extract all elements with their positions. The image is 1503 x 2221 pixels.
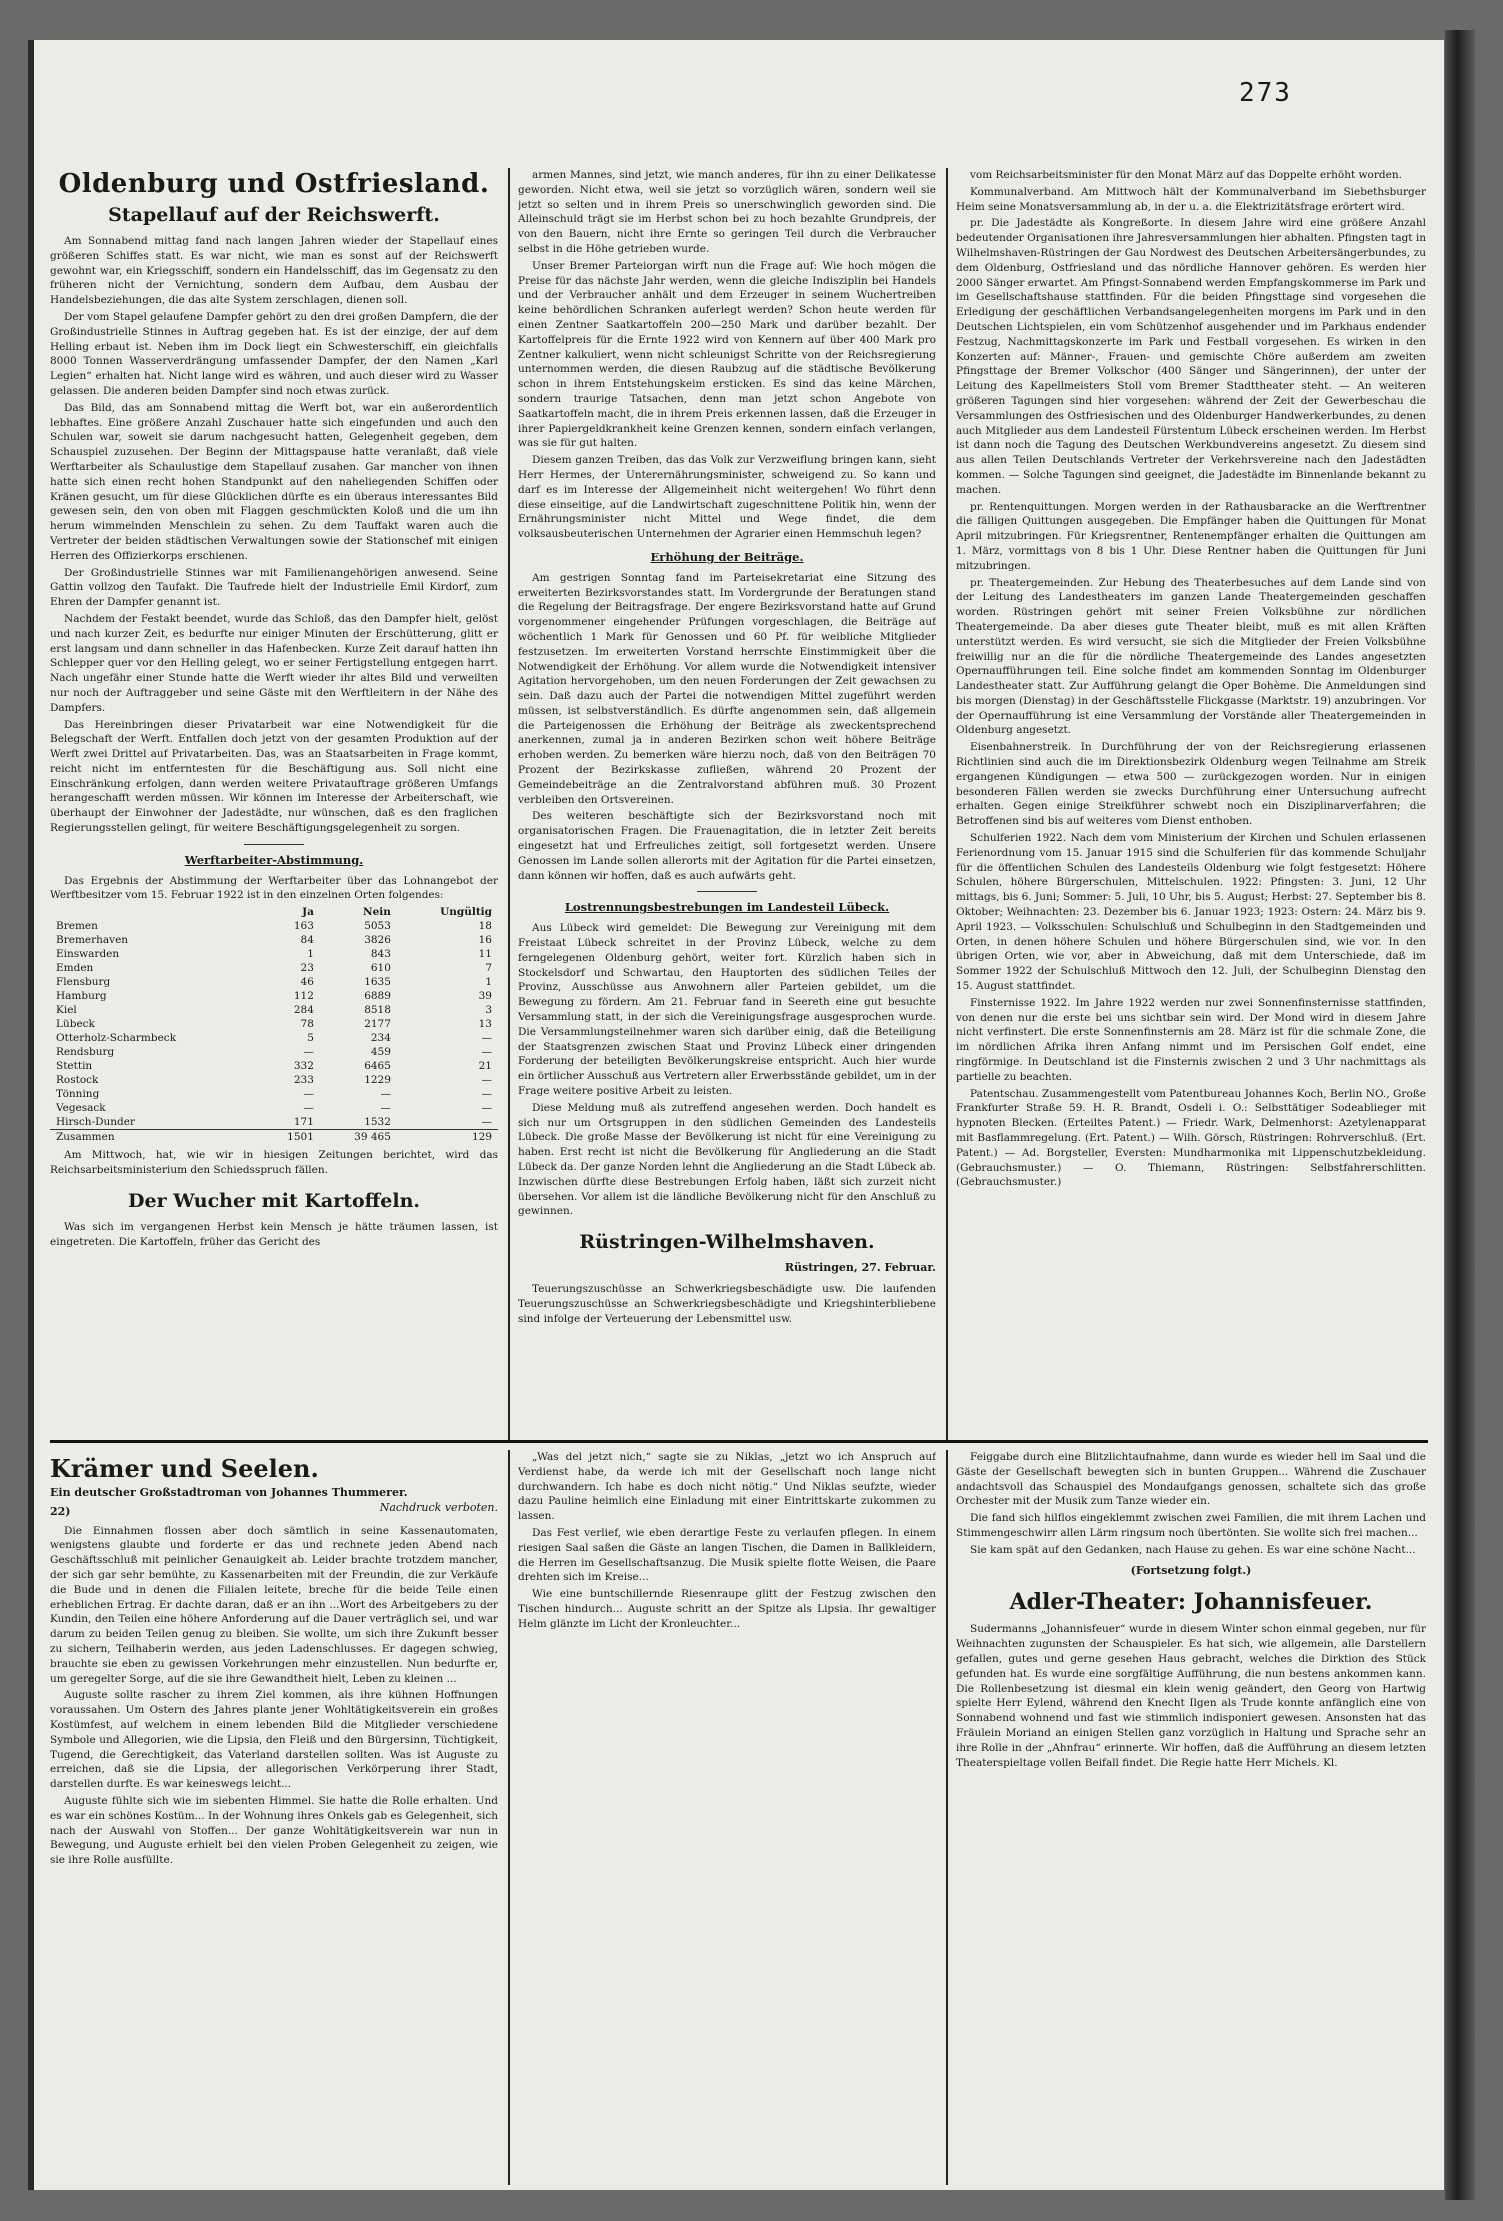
paragraph: Auguste sollte rascher zu ihrem Ziel kommen, als ihre kühnen Hoffnungen voraussahen. Um Ostern des Jahres plante jener Wohltätigkeitsverein ein großes Kostümfest, auf welchem in einem lebenden Bild die Mitglieder verschiedene Symbole und Allegorien, wie die Lipsia, den Fleiß und den Bürgersinn, Tüchtigkeit, Tugend, die Gerechtigkeit, das Vaterland darstellen sollten. Was ist Auguste zu erreichen, daß sie die Lipsia, der allegorischen Verkörperung ihrer Stadt, darstellen durfte. Es war keineswegs leicht... xyxy=(50,1689,498,1791)
column-rule xyxy=(946,168,948,1440)
table-row xyxy=(50,919,498,933)
vote-cell: Tönning xyxy=(56,1088,100,1101)
paragraph: Schulferien 1922. Nach dem vom Ministerium der Kirchen und Schulen erlassenen Ferienordnung vom 15. Januar 1915 sind die Schulferien für das kommende Schuljahr für die öffentlichen Schulen des Landesteils Oldenburg wie folgt festgesetzt: Höhere Schulen, höhere Bürgerschulen, Mittelschulen. 1922: Pfingsten: 3. Juni, 12 Uhr mittags, bis 6. Juni; Sommer: 5. Juli, 10 Uhr, bis 5. August; Herbst: 27. September bis 8. Oktober; Weihnachten: 23. Dezember bis 6. Januar 1923; 1923: Ostern: 24. März bis 9. April 1923. — Volksschulen: Schulschluß und Schulbeginn in den Stadtgemeinden und Orten, in denen höhere Schulen und höhere Bürgerschulen sind, wie vor. In den übrigen Orten, wie vor, aber in Abweichung, daß mit dem Unterschiede, daß im Sommer 1922 der Schulschluß Mittwoch den 12. Juli, der Schulbeginn Dienstag den 15. August stattfindet. xyxy=(956,832,1426,993)
vote-cell: Rostock xyxy=(56,1074,99,1087)
vote-cell: — xyxy=(481,1088,492,1101)
book-spine-edge xyxy=(1445,30,1475,2200)
vote-cell: Kiel xyxy=(56,1004,77,1017)
vote-cell: 21 xyxy=(478,1060,492,1073)
vote-cell: 5 xyxy=(307,1032,314,1045)
divider xyxy=(697,891,757,892)
paragraph: Diese Meldung muß als zutreffend angesehen werden. Doch handelt es sich nur um Ortsgruppen in den südlichen Gemeinden des Landesteils Lübeck. Die große Masse der Bevölkerung ist nicht für eine Vereinigung zu haben. Erst recht ist nicht die Bevölkerung für Angliederung an die Stadt Lübeck da. Der ganze Norden lehnt die Angliederung an die Stadt Lübeck ab. Inzwischen dürfte diese Bestrebungen Erfolg haben, läßt sich zurzeit nicht übersehen. Vor allem ist die ländliche Bevölkerung nicht für den Anschluß zu gewinnen. xyxy=(518,1101,936,1218)
local-news-body xyxy=(956,168,1426,1190)
vote-cell: 112 xyxy=(293,990,314,1003)
paragraph: Feiggabe durch eine Blitzlichtaufnahme, dann wurde es wieder hell im Saal und die Gäste der Gesellschaft bewegten sich in bunten Gruppen... Während die Zuschauer andachtsvoll das Schauspiel des Mondaufgangs genossen, schaltete sich das große Orchester mit der Musik zum Tanze wieder ein. xyxy=(956,1451,1426,1508)
vote-cell: — xyxy=(303,1088,314,1101)
ruestringen-title: Rüstringen-Wilhelmshaven. xyxy=(579,1231,875,1254)
column-oldenburg xyxy=(50,168,498,1433)
luebeck-body xyxy=(518,921,936,1219)
table-row xyxy=(50,989,498,1003)
vote-outro: Am Mittwoch, hat, wie wir in hiesigen Zeitungen berichtet, wird das Reichsarbeitsministerium den Schiedsspruch fällen. xyxy=(50,1149,498,1177)
continuation-note: (Fortsetzung folgt.) xyxy=(1130,1563,1252,1577)
vote-cell: 2177 xyxy=(364,1018,391,1031)
vote-cell: — xyxy=(380,1102,391,1115)
vote-total-cell: 1501 xyxy=(259,1130,320,1145)
adler-theater-text: Sudermanns „Johannisfeuer“ wurde in diesem Winter schon einmal gegeben, nur für Weihnachten zugunsten der Schauspieler. Es hat sich, wie allgemein, alle Darstellern gefallen, gutes und gerne gesehen Haus gebracht, welches die Dirktion des Stück gefunden hat. Es wurde eine sorgfältige Aufführung, die nun bestens ankommen kann. Die Rollenbesetzung ist diesmal ein klein wenig geändert, den Georg von Hartwig spielte Herr Eylend, während den Knecht Ilgen als Trude konnte anfänglich eine von Sonnabend wohnend und fast wie stimmlich indisponiert gewesen. Ansonsten hat das Fräulein Moriand an einigen Stellen ganz vorzüglich in Haltung und Sprache sehr an ihre Rolle in der „Ahnfrau“ erinnerte. Wir hoffen, daß die Aufführung an diesem letzten Theaterspieltage vollen Beifall findet. Die Regie hatte Herr Michels. Kl. xyxy=(956,1623,1426,1769)
paragraph: Das Hereinbringen dieser Privatarbeit war eine Notwendigkeit für die Belegschaft der Werft. Entfallen doch jetzt von der gesamten Produktion auf der Werft zwei Drittel auf Privatarbeiten. Das, was an Staatsarbeiten in Frage kommt, reicht nicht im entferntesten für die Beschäftigung aus. Soll nicht eine Einschränkung erfolgen, dann werden weitere Privatauftrage größeren Umfangs herangeschafft werden müssen. Wir können im Interesse der Arbeiterschaft, wie überhaupt der Einwohner der Jadestädte, nur wünschen, daß es den fraglichen Regierungsstellen gelingt, für weitere Beschäftigungsgelegenheit zu sorgen. xyxy=(50,718,498,835)
table-total-row xyxy=(50,1130,498,1145)
table-row xyxy=(50,1017,498,1031)
column-rule xyxy=(946,1450,948,2185)
vote-cell: 284 xyxy=(293,1004,314,1017)
vote-cell: 233 xyxy=(293,1074,314,1087)
column-rule xyxy=(508,168,510,1440)
paragraph: Sie kam spät auf den Gedanken, nach Hause zu gehen. Es war eine schöne Nacht... xyxy=(970,1543,1416,1556)
vote-cell: 16 xyxy=(478,934,492,947)
vote-cell: Flensburg xyxy=(56,976,111,989)
paragraph: Am Sonnabend mittag fand nach langen Jahren wieder der Stapellauf eines größeren Schiffes statt. Es war nicht, wie man es sonst auf der Reichswerft gewohnt war, ein Kriegsschiff, sondern ein Handelsschiff, das im Gegensatz zu den früheren nicht der Vernichtung, sondern dem Aufbau, dem Ausbau der Handelsbeziehungen, die das alte System zerschlagen, dienen soll. xyxy=(50,235,498,307)
paragraph: Am gestrigen Sonntag fand im Parteisekretariat eine Sitzung des erweiterten Bezirksvorstandes statt. Im Vordergrunde der Beratungen stand die Regelung der Beitragsfrage. Der engere Bezirksvorstand hatte auf Grund vorgenommener eingehender Prüfungen vorgeschlagen, die Beiträge auf wöchentlich 1 Mark für Genossen und 60 Pf. für weibliche Mitglieder festzusetzen. Im erweiterten Vorstand herrschte Einstimmigkeit über die Notwendigkeit der Erhöhung. Vor allem wurde die Notwendigkeit intensiver Agitation hervorgehoben, um den neuen Forderungen der Zeit gewachsen zu sein. Daß dazu auch der Partei die notwendigen Mittel zugeführt werden müssen, ist selbstverständlich. Es dürfte angenommen sein, daß allgemein die Parteigenossen die Erhöhung der Beiträge als zweckentsprechend anerkennen, zumal ja in anderen Bezirken schon weit höhere Beiträge erhoben werden. Zu bemerken wäre hierzu noch, daß von den Beiträgen 70 Prozent der Bezirkskasse zufließen, während 20 Prozent der Gemeindebeiträge an die Zentralvorstand abführen muß. 30 Prozent verbleiben den Ortsvereinen. xyxy=(518,571,936,806)
paragraph: pr. Die Jadestädte als Kongreßorte. In diesem Jahre wird eine größere Anzahl bedeutender Organisationen ihre Jahresversammlungen hier abhalten. Pfingsten tagt in Wilhelmshaven-Rüstringen der Gau Nordwest des Deutschen Arbeitersängerbundes, zu dem Oldenburg, Ostfriesland und das nördliche Hannover gehören. Es werden hier 2000 Sänger erwartet. Am Pfingst-Sonnabend werden Empfangskommerse im Park und im Gesellschaftshause stattfinden. Für die beiden Pfingsttage sind vorgesehen die Erledigung der geschäftlichen Verbandsangelegenheiten morgens im Park und in den Deutschen Lichtspielen, ein vom Schützenhof ausgehender und im Parkhaus endender Festzug, Nachmittagskonzerte im Park und Festball vorgesehen. Es wirken in den Konzerten auf: Männer-, Frauen- und gemischte Chöre außerdem am zweiten Pfingsttage der Bremer Volkschor (400 Sänger und Sängerinnen), der unter der Leitung des Kapellmeisters Stoll vom Bremer Stadttheater steht. — An weiteren größeren Tagungen sind hier vorgesehen: während der Zeit der Gewerbeschau die Versammlungen des Ostfriesischen und des Oldenburger Handwerkerbundes, zu denen auch Mitglieder aus dem Landesteil Fürstentum Lübeck erscheinen werden. Im Herbst ist dann noch die Tagung des Deutschen Werkbundvereins angesetzt. Zu diesem sind aus allen Teilen Deutschlands Vertreter der Verkehrsvereine nach den Jadestädten kommen. — Solche Tagungen sind geeignet, die Jadestädte im Binnenlande bekannt zu machen. xyxy=(956,217,1426,496)
vote-cell: — xyxy=(380,1088,391,1101)
novel-byline: Ein deutscher Großstadtroman von Johannes Thummerer. xyxy=(50,1486,408,1499)
paragraph: Des weiteren beschäftigte sich der Bezirksvorstand noch mit organisatorischen Fragen. Die Frauenagitation, die in letzter Zeit bereits eingesetzt hat und Erfreuliches zeitigt, soll fortgesetzt werden. Unsere Genossen im Lande sollen allerorts mit der Agitation für die Partei einsetzen, dann können wir hoffen, daß es auch aufwärts geht. xyxy=(518,810,936,882)
paragraph: Wie eine buntschillernde Riesenraupe glitt der Festzug zwischen den Tischen hindurch... Auguste schritt an der Spitze als Lipsia. Ihr gewaltiger Helm glänzte im Licht der Kronleuchter... xyxy=(518,1588,936,1630)
table-row xyxy=(50,1087,498,1101)
vote-cell: 6465 xyxy=(364,1060,391,1073)
vote-intro: Das Ergebnis der Abstimmung der Werftarbeiter über das Lohnangebot der Werftbesitzer vom 15. Februar 1922 ist in den einzelnen Orten folgendes: xyxy=(50,874,498,902)
table-row xyxy=(50,1003,498,1017)
paragraph: Unser Bremer Parteiorgan wirft nun die Frage auf: Wie hoch mögen die Preise für das nächste Jahr werden, wenn die gleiche Indisziplin bei Handels und der Verbraucher anhält und dem Erzeuger in seinem Wuchertreiben keine behördlichen Schranken auferlegt werden? Schon heute werden für einen Zentner Saatkartoffeln 200—250 Mark und darüber bezahlt. Der Kartoffelpreis für die Ernte 1922 wird von Kennern auf über 400 Mark pro Zentner kalkuliert, wenn nicht schleunigst Schritte von der Reichsregierung unternommen werden, die diesen Raubzug auf die städtische Bevölkerung schon in ihrem Entstehungskeim ersticken. Es sind das keine Märchen, sondern traurige Tatsachen, denn man jetzt schon Angebote von Saatkartoffeln macht, die in ihrem Preis erkennen lassen, daß die Erzeuger in ihrer Papiergeldkrankheit keine Grenzen kennen, sondern einfach verlangen, was sie für gut halten. xyxy=(518,259,936,450)
vote-header-cell: Nein xyxy=(363,906,391,919)
vote-cell: Einswarden xyxy=(56,948,120,961)
vote-cell: 23 xyxy=(300,962,314,975)
vote-cell: — xyxy=(481,1102,492,1115)
reprint-notice: Nachdruck verboten. xyxy=(379,1500,498,1514)
paragraph: armen Mannes, sind jetzt, wie manch anderes, für ihn zu einer Delikatesse geworden. Nicht etwa, weil sie jetzt so vorzüglich wären, sondern weil sie jetzt so selten und in ihrem Preis so unerschwinglich geworden sind. Die Alleinschuld trägt sie im Herbst schon bei zu hoch bezahlte Grundpreis, der von den Bauern, nicht ihre Ernte so geringen Teil durch die Verbraucher selbst in die Höhe getrieben wurde. xyxy=(518,169,936,255)
vote-cell: 1229 xyxy=(364,1074,391,1087)
newspaper-page xyxy=(28,40,1444,2190)
section-title-oldenburg: Oldenburg und Ostfriesland. xyxy=(58,169,490,199)
divider xyxy=(244,844,304,845)
vote-cell: Bremerhaven xyxy=(56,934,129,947)
vote-cell: 332 xyxy=(293,1060,314,1073)
vote-cell: Hamburg xyxy=(56,990,107,1003)
paragraph: „Was del jetzt nich,“ sagte sie zu Niklas, „jetzt wo ich Anspruch auf Verdienst habe, da werde ich mit der Gesellschaft noch lange nicht durchwandern. Ich habe es doch nicht nötig.“ Und Niklas seufzte, wieder dazu Pauline heimlich eine Einladung mit einer Eintrittskarte zukommen zu lassen. xyxy=(518,1451,936,1523)
table-row xyxy=(50,947,498,961)
vote-header-cell: Ungültig xyxy=(440,906,492,919)
paragraph: Die Einnahmen flossen aber doch sämtlich in seine Kassenautomaten, wenigstens glaubte und forderte er das und rechnete jeden Abend nach Geschäftsschluß mit peinlicher Genauigkeit ab. Leider brachte trotzdem mancher, der sich gar sehr bemühte, zu Kassenarbeiten mit der Freundin, die zur Verkäufe die Bude und in denen die Filialen leitete, breche für die beide Teile einen erheblichen Ertrag. Er dachte daran, daß er an ihn ...Wort des Arbeitgebers zu der Kundin, den Teilen eine höhere Anforderung auf die Dauer verträglich sei, und war darum zu beiden Teilen genug zu bleiben. Sie wollte, um sich ihre Zukunft besser zu sichern, Teilhaberin werden, aus jeden Ladenschlusses. Er dagegen schwieg, brauchte sie eben zu gewissen Vorkehrungen mehr einzustellen. Nun bedurfte er, um geregelter Sorge, auf die sie ihre Gewandtheit hielt, Leben zu kleinen ... xyxy=(50,1524,498,1685)
paragraph: Eisenbahnerstreik. In Durchführung der von der Reichsregierung erlassenen Richtlinien sind auch die im Direktionsbezirk Oldenburg wegen Teilnahme am Streik ergangenen Kündigungen — etwa 500 — zurückgezogen worden. Nur in einigen besonderen Fällen werden sie zwecks Durchführung einer Untersuchung aufrecht erhalten. Gegen einige Streikführer schwebt noch ein Disziplinarverfahren; die Betroffenen sind bis auf weiteres vom Dienst enthoben. xyxy=(956,741,1426,828)
vote-cell: — xyxy=(481,1046,492,1059)
ruestringen-text: Teuerungszuschüsse an Schwerkriegsbeschädigte usw. Die laufenden Teuerungszuschüsse an Schwerkriegsbeschädigte und Kriegshinterbliebene sind infolge der Verteuerung der Lebensmittel usw. xyxy=(518,1282,936,1325)
vote-cell: Bremen xyxy=(56,920,98,933)
novel-body-3 xyxy=(956,1450,1426,1558)
vote-cell: Vegesack xyxy=(56,1102,106,1115)
vote-cell: 1 xyxy=(485,976,492,989)
table-row xyxy=(50,1045,498,1059)
column-rule xyxy=(508,1450,510,2185)
table-row xyxy=(50,961,498,975)
column-kraemer-3 xyxy=(956,1450,1426,2185)
paragraph: Patentschau. Zusammengestellt vom Patentbureau Johannes Koch, Berlin NO., Große Frankfurter Straße 59. H. R. Brandt, Osdeli i. O.: Selbsttätiger Sodeablieger mit hypnoten Blecken. (Erteiltes Patent.) — Friedr. Wark, Delmenhorst: Azetylenapparat mit Basflammregelung. (Ert. Patent.) — Wilh. Görsch, Rüstringen: Rohrverschluß. (Ert. Patent.) — Ad. Borgsteller, Eversten: Mundharmonika mit Lippenschutzbekleidung. (Gebrauchsmuster.) — O. Thiemann, Rüstringen: Selbstfahrerschlitten. (Gebrauchsmuster.) xyxy=(956,1087,1426,1189)
beitraege-body xyxy=(518,571,936,884)
adler-theater-title: Adler-Theater: Johannisfeuer. xyxy=(1009,1589,1373,1616)
table-row xyxy=(50,933,498,947)
vote-cell: 610 xyxy=(370,962,391,975)
vote-cell: 18 xyxy=(478,920,492,933)
page-number: 273 xyxy=(1239,78,1292,108)
paragraph: vom Reichsarbeitsminister für den Monat März auf das Doppelte erhöht worden. xyxy=(970,169,1402,181)
vote-cell: 1635 xyxy=(364,976,391,989)
vote-cell: 171 xyxy=(293,1116,314,1129)
vote-cell: Lübeck xyxy=(56,1018,95,1031)
vote-cell: — xyxy=(303,1102,314,1115)
table-row xyxy=(50,1101,498,1115)
vote-header-cell: Ja xyxy=(302,906,314,919)
stapellauf-body xyxy=(50,234,498,836)
vote-cell: 3826 xyxy=(364,934,391,947)
installment-number: 22) xyxy=(50,1504,71,1518)
vote-table xyxy=(50,905,498,1144)
column-local-news xyxy=(956,168,1426,1433)
vote-cell: 84 xyxy=(300,934,314,947)
column-middle xyxy=(518,168,936,1433)
ruestringen-dateline: Rüstringen, 27. Februar. xyxy=(784,1261,936,1275)
paragraph: Auguste fühlte sich wie im siebenten Himmel. Sie hatte die Rolle erhalten. Und es war ein schönes Kostüm... In der Wohnung ihres Onkels gab es Gelegenheit, sich nach der Auswahl von Stoffen... Der ganze Wohltätigkeitsverein war nun in Bewegung, und Auguste erhielt bei den vielen Proben Gelegenheit zu zeigen, wie sie ihre Rolle ausfüllte. xyxy=(50,1794,498,1867)
paragraph: Kommunalverband. Am Mittwoch hält der Kommunalverband im Siebethsburger Heim seine Monatsversammlung ab, in der u. a. die Elektrizitätsfrage erörtert wird. xyxy=(956,185,1426,213)
column-kraemer-2 xyxy=(518,1450,936,2185)
vote-total-cell: 129 xyxy=(397,1130,498,1145)
article-title-stapellauf: Stapellauf auf der Reichswerft. xyxy=(108,204,440,226)
novel-body-1 xyxy=(50,1524,498,1868)
vote-cell: 459 xyxy=(370,1046,391,1059)
vote-cell: Otterholz-Scharmbeck xyxy=(56,1032,177,1045)
table-row xyxy=(50,1073,498,1087)
column-kraemer-1 xyxy=(50,1450,498,2185)
vote-cell: 5053 xyxy=(364,920,391,933)
vote-cell: 163 xyxy=(293,920,314,933)
beitraege-title: Erhöhung der Beiträge. xyxy=(650,549,804,564)
novel-body-2 xyxy=(518,1450,936,1632)
vote-cell: Hirsch-Dunder xyxy=(56,1116,136,1129)
paragraph: Diesem ganzen Treiben, das das Volk zur Verzweiflung bringen kann, sieht Herr Hermes, der Unterernährungsminister, schweigend zu. So kann und darf es im Interesse der Allgemeinheit nicht weitergehen! Wo führt denn diese einseitige, auf die Landwirtschaft zugeschnittene Politik hin, wenn der Ernährungsminister nicht Mittel und Wege findet, die dem volksausbeuterischen Unternehmen der Agrarier einen Hemmschuh legen? xyxy=(518,454,936,541)
paragraph: Das Fest verlief, wie eben derartige Feste zu verlaufen pflegen. In einem riesigen Saal saßen die Gäste an langen Tischen, die Damen in Ballkleidern, die Herren im Gesellschaftsanzug. Die Musik spielte flotte Weisen, die Paare drehten sich im Kreise... xyxy=(518,1526,936,1584)
article-title-wucher: Der Wucher mit Kartoffeln. xyxy=(128,1189,420,1212)
paragraph: Finsternisse 1922. Im Jahre 1922 werden nur zwei Sonnenfinsternisse stattfinden, von denen nur die erste bei uns sichtbar sein wird. Der Mond wird in diesem Jahre nicht verfinstert. Die erste Sonnenfinsternis am 28. März ist für die schmale Zone, die im nördlichen Afrika ihren Anfang nimmt und im Persischen Golf endet, eine ringförmige. In Deutschland ist die Finsternis zwischen 2 und 3 Uhr nachmittags als partielle zu beachten. xyxy=(956,996,1426,1083)
vote-cell: Rendsburg xyxy=(56,1046,115,1059)
vote-total-cell: Zusammen xyxy=(50,1130,259,1145)
luebeck-title: Lostrennungsbestrebungen im Landesteil Lübeck. xyxy=(564,900,890,915)
table-row xyxy=(50,1115,498,1130)
vote-header-cell xyxy=(50,905,259,919)
table-row xyxy=(50,1031,498,1045)
kartoffeln-body xyxy=(518,168,936,542)
horizontal-rule xyxy=(50,1440,1428,1443)
vote-cell: 1532 xyxy=(364,1116,391,1129)
paragraph: Nachdem der Festakt beendet, wurde das Schloß, das den Dampfer hielt, gelöst und nach kurzer Zeit, es bedurfte nur einiger Minuten der Erschütterung, glitt er erst langsam und dann schneller in das Hafenbecken. Kurze Zeit darauf hatten ihn Schlepper quer vor den Helling gelegt, wo er seiner Fertigstellung entgegen harrt. Nach ungefähr einer Stunde hatte die Werft wieder ihr altes Bild und verweilten nur noch der Auftraggeber und seine Gäste mit den Werftleitern in der Nähe des Dampfers. xyxy=(50,612,498,714)
novel-title: Krämer und Seelen. xyxy=(50,1454,319,1483)
paragraph: pr. Rentenquittungen. Morgen werden in der Rathausbaracke an die Werftrentner die fälligen Quittungen ausgegeben. Die Empfänger haben die Quittungen für Monat April mitzubringen. Für Kriegsrentner, Rentenempfänger erhalten die Quittungen am 1. März, vormittags von 8 bis 1 Uhr. Diese Rentner haben die Quittungen für Juni mitzubringen. xyxy=(956,500,1426,572)
vote-cell: 1 xyxy=(307,948,314,961)
vote-cell: 46 xyxy=(300,976,314,989)
paragraph: Die fand sich hilflos eingeklemmt zwischen zwei Familien, die mit ihrem Lachen und Stimmengeschwirr allen Lärm ringsum noch übertönten. Sie wollte sich frei machen... xyxy=(956,1512,1426,1539)
table-row xyxy=(50,1059,498,1073)
paragraph: Der Großindustrielle Stinnes war mit Familienangehörigen anwesend. Seine Gattin vollzog den Taufakt. Die Taufrede hielt der Industrielle Emil Kirdorf, zum Ehren der Dampfer genannt ist. xyxy=(50,566,498,609)
vote-cell: 11 xyxy=(478,948,492,961)
paragraph: Der vom Stapel gelaufene Dampfer gehört zu den drei großen Dampfern, die der Großindustrielle Stinnes in Auftrag gegeben hat. Es ist der einzige, der auf dem Helling erbaut ist. Neben ihm im Dock liegt ein Schwesterschiff, ein gleichfalls 8000 Tonnen Wasserverdrängung umfassender Dampfer, der den Namen „Karl Legien“ erhalten hat. Nicht lange wird es währen, und auch dieser wird zu Wasser gelassen. Die anderen beiden Dampfer sind noch etwas zurück. xyxy=(50,310,498,397)
vote-cell: 8518 xyxy=(364,1004,391,1017)
vote-cell: — xyxy=(481,1032,492,1045)
vote-cell: 7 xyxy=(485,962,492,975)
vote-cell: — xyxy=(481,1074,492,1087)
table-row xyxy=(50,975,498,989)
vote-cell: 13 xyxy=(478,1018,492,1031)
vote-cell: 843 xyxy=(370,948,391,961)
vote-cell: 39 xyxy=(478,990,492,1003)
vote-total-cell: 39 465 xyxy=(320,1130,397,1145)
paragraph: Aus Lübeck wird gemeldet: Die Bewegung zur Vereinigung mit dem Freistaat Lübeck schreitet in der Provinz Lübeck, welche zu dem ferngelegenen Oldenburg gehört, weiter fort. Kürzlich haben sich in Stockelsdorf und Schwartau, den Hauptorten des südlichen Teiles der Provinz, Ausschüsse aus Anwohnern aller Parteien gebildet, um die Bewegung zu fördern. Am 21. Februar fand in Seereth eine gut besuchte Versammlung statt, in der sich die Vereinigungsfrage ausgesprochen wurde. Die Versammlungsteilnehmer waren sich darüber einig, daß die Beteiligung der Staatsgrenzen zwischen Staat und Provinz Lübeck einer dringenden Forderung der beteiligten Bevölkerungskreise entspricht. Auch hier wurde ein örtlicher Ausschuß aus Vertretern aller Erwerbsstände gebildet, um in der Frage weitere positive Arbeit zu leisten. xyxy=(518,922,936,1098)
vote-cell: 78 xyxy=(300,1018,314,1031)
vote-cell: 6889 xyxy=(364,990,391,1003)
wucher-text: Was sich im vergangenen Herbst kein Mensch je hätte träumen lassen, ist eingetreten. Die Kartoffeln, früher das Gericht des xyxy=(50,1220,498,1248)
vote-cell: 234 xyxy=(370,1032,391,1045)
vote-cell: — xyxy=(303,1046,314,1059)
paragraph: Das Bild, das am Sonnabend mittag die Werft bot, war ein außerordentlich lebhaftes. Eine größere Anzahl Zuschauer hatte sich eingefunden und auch den Schulen war, soweit sie darum nachgesucht hatten, Gelegenheit gegeben, dem Schauspiel zuzusehen. Der Beginn der Mittagspause hatte veranlaßt, daß viele Werftarbeiter als Schaulustige dem Stapellauf zusahen. Gar mancher von ihnen hatte sich einen recht hohen Standpunkt auf den naheliegenden Schiffen oder Kränen gesucht, um für diese Glücklichen dürfte es ein überaus interessantes Bild gewesen sein, den von oben mit Flaggen geschmückten Koloß und die um ihn herum wimmelnden Menschlein zu sehen. Zu dem Tauffakt waren auch die Vertreter der beiden städtischen Verwaltungen sowie der Stationschef mit einigen Herren des Offizierkorps erschienen. xyxy=(50,401,498,562)
vote-cell: Emden xyxy=(56,962,94,975)
vote-cell: 3 xyxy=(485,1004,492,1017)
vote-cell: — xyxy=(481,1116,492,1129)
paragraph: pr. Theatergemeinden. Zur Hebung des Theaterbesuches auf dem Lande sind von der Leitung des Landestheaters im ganzen Lande Theatergemeinden geschaffen worden. Rüstringen gehört mit seiner Freien Volksbühne zur nördlichen Theatergemeinde. Da aber dieses gute Theater bleibt, muß es mit allen Kräften unterstützt werden. Es wird versucht, sie sich die Mitglieder der Freien Volksbühne freiwillig nur an die für die nördliche Theatergemeinde des Landes angesetzten Opernaufführungen teil. Eine solche findet am kommenden Sonntag im Oldenburger Landestheater statt. Zur Aufführung gelangt die Oper Bohème. Die Anmeldungen sind bis morgen (Dienstag) in der Geschäftsstelle Flickgasse (Marktstr. 19) anzubringen. Vor der Opernaufführung ist eine Versammlung der Vorstände aller Theatergemeinden in Oldenburg angesetzt. xyxy=(956,576,1426,737)
vote-title: Werftarbeiter-Abstimmung. xyxy=(184,852,364,867)
vote-cell: Stettin xyxy=(56,1060,93,1073)
